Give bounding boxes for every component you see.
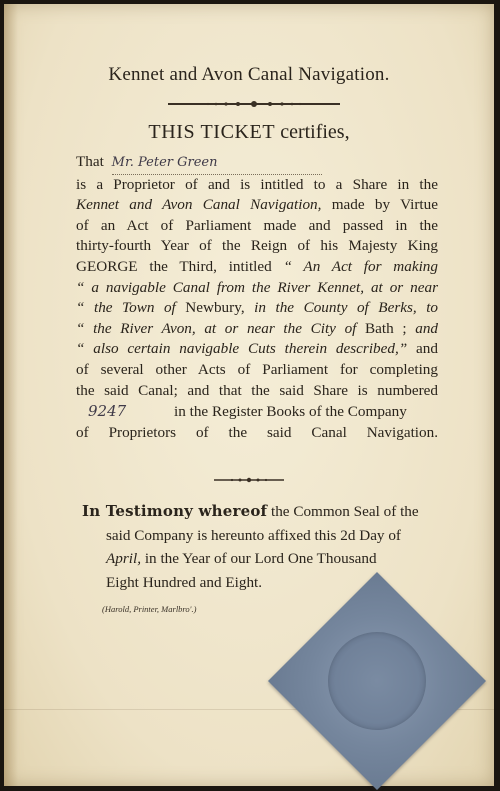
testimony-line: In Testimony whereof the Common Seal of the (82, 502, 419, 520)
body-line: of Proprietors of the said Canal Navigation. (76, 423, 438, 441)
heading-rest: certifies, (275, 121, 350, 143)
body-line: GEORGE the Third, intitled “ An Act for making (76, 257, 438, 275)
body-line: “ the River Avon, at or near the City of Bath ; and (76, 319, 438, 337)
body-line: Kennet and Avon Canal Navigation, made by Virtue (76, 196, 438, 214)
body-line: is a Proprietor of and is intitled to a Share in the (76, 175, 438, 193)
testimony-clause (82, 500, 440, 594)
testimony-opening: In Testimony whereof (82, 502, 268, 520)
body-line-share-number: 9247 in the Register Books of the Company (76, 401, 438, 423)
testimony-line: Eight Hundred and Eight. (106, 573, 263, 591)
proprietor-name-field (112, 152, 322, 175)
certificate-body (76, 152, 438, 443)
testimony-line: said Company is hereunto affixed this 2d Day of (106, 526, 401, 544)
body-line-that (76, 152, 438, 175)
ticket-heading (4, 121, 494, 144)
document-title: Kennet and Avon Canal Navigation. (108, 64, 390, 85)
body-line: the said Canal; and that the said Share is numbered (76, 381, 438, 399)
testimony-line: April, in the Year of our Lord One Thousand (106, 550, 377, 567)
body-line: thirty-fourth Year of the Reign of his Majesty King (76, 237, 438, 255)
share-number-handwritten: 9247 (88, 402, 127, 421)
proprietor-name-handwritten: Mr. Peter Green (111, 155, 218, 170)
body-line: of several other Acts of Parliament for completing (76, 360, 438, 378)
body-line: “ a navigable Canal from the River Kennet, at or near (76, 278, 438, 296)
heading-caps: THIS TICKET (148, 121, 276, 143)
small-ornament-icon (214, 476, 284, 484)
body-line: “ also certain navigable Cuts therein described,” and (76, 340, 438, 358)
seal-impression (308, 612, 447, 751)
body-line: of an Act of Parliament made and passed in the (76, 216, 438, 234)
certificate-paper (4, 4, 494, 786)
ornamental-rule-icon (168, 100, 340, 108)
printer-imprint: (Harold, Printer, Marlbro'.) (102, 604, 197, 614)
that-word: That (76, 153, 104, 170)
wax-seal-wafer (268, 572, 486, 790)
body-line: “ the Town of Newbury, in the County of Berks, to (76, 299, 439, 317)
